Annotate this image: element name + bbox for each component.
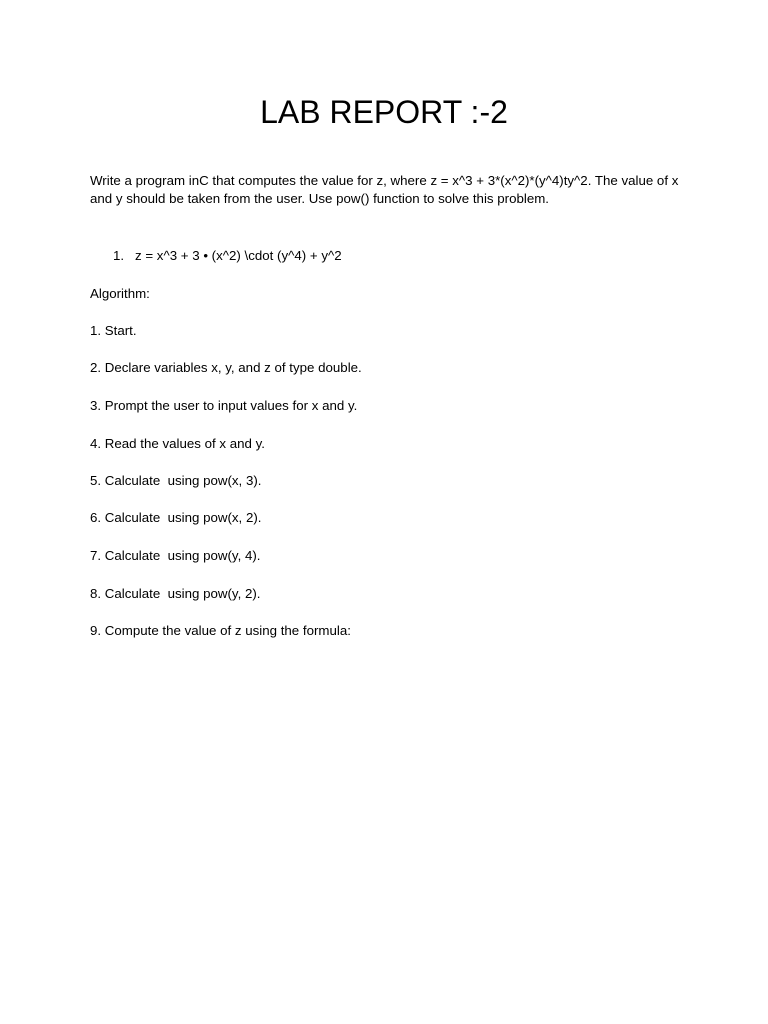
algorithm-step: 7. Calculate using pow(y, 4). xyxy=(90,548,261,563)
algorithm-step: 2. Declare variables x, y, and z of type double. xyxy=(90,360,362,375)
algorithm-step: 1. Start. xyxy=(90,323,137,338)
algorithm-step: 3. Prompt the user to input values for x and y. xyxy=(90,398,358,413)
algorithm-step: 8. Calculate using pow(y, 2). xyxy=(90,586,261,601)
algorithm-step: 5. Calculate using pow(x, 3). xyxy=(90,473,262,488)
formula-text: z = x^3 + 3 • (x^2) \cdot (y^4) + y^2 xyxy=(135,248,342,263)
page-title: LAB REPORT :-2 xyxy=(260,94,508,130)
formula-list-item xyxy=(113,247,342,265)
algorithm-step: 6. Calculate using pow(x, 2). xyxy=(90,510,262,525)
algorithm-step: 9. Compute the value of z using the formula: xyxy=(90,623,351,638)
list-item-number: 1. xyxy=(113,248,125,263)
problem-statement: Write a program inC that computes the value for z, where z = x^3 + 3*(x^2)*(y^4)ty^2. The value of x and y should be taken from the user. Use pow() function to solve this problem. xyxy=(90,173,679,206)
algorithm-heading: Algorithm: xyxy=(90,286,150,301)
algorithm-step: 4. Read the values of x and y. xyxy=(90,436,265,451)
